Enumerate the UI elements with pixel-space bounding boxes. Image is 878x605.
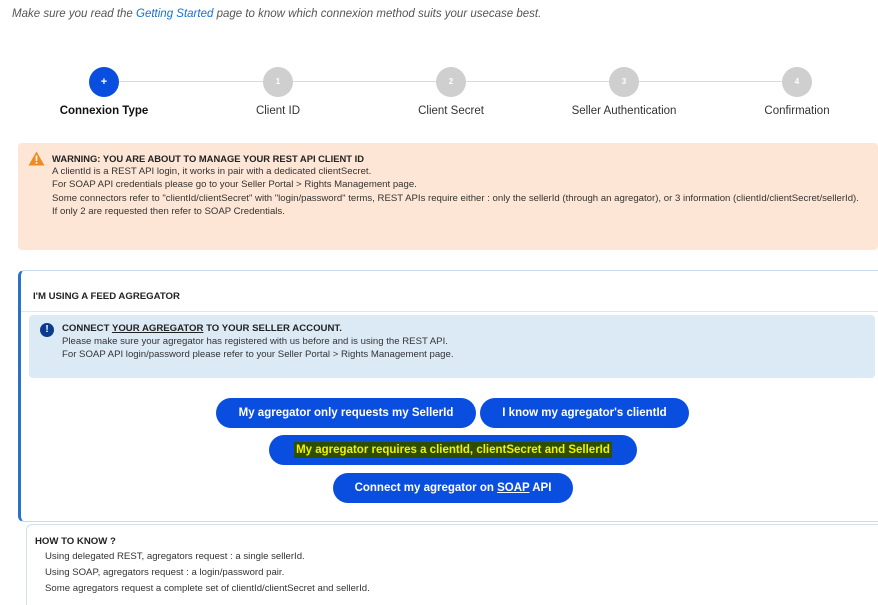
intro-text xyxy=(12,8,541,20)
intro-after: page to know which connexion method suits your usecase best. xyxy=(213,8,542,20)
step-label: Client ID xyxy=(255,105,301,117)
connexion-stepper xyxy=(0,62,878,122)
info-line: Please make sure your agregator has registered with us before and is using the REST API. xyxy=(62,336,448,348)
warning-line: If only 2 are requested then refer to SOAP Credentials. xyxy=(52,205,285,217)
warning-line: Some connectors refer to "clientId/clientSecret" with "login/password" terms, REST APIs require either : only the sellerId (through an agregator), or 3 information (clientId/clientSecret/sellerId). xyxy=(52,192,859,204)
soap-after: API xyxy=(529,482,552,494)
step-connexion-type[interactable] xyxy=(44,67,164,117)
requires-all-credentials-button[interactable] xyxy=(269,435,637,465)
step-label: Confirmation xyxy=(764,105,830,117)
warning-icon xyxy=(28,151,45,166)
warning-title: WARNING: YOU ARE ABOUT TO MANAGE YOUR REST API CLIENT ID xyxy=(52,153,364,164)
how-to-know-line: Some agregators request a complete set of clientId/clientSecret and sellerId. xyxy=(45,583,370,594)
connect-soap-button[interactable] xyxy=(333,473,573,503)
info-box xyxy=(29,315,875,378)
step-circle: 1 xyxy=(263,67,293,97)
info-icon: ! xyxy=(40,323,54,337)
seller-id-only-button[interactable]: My agregator only requests my SellerId xyxy=(216,398,476,428)
warning-line: A clientId is a REST API login, it works in pair with a dedicated clientSecret. xyxy=(52,166,372,178)
step-client-secret[interactable] xyxy=(391,67,511,117)
your-agregator-link[interactable]: YOUR AGREGATOR xyxy=(111,323,204,334)
how-to-know-title: HOW TO KNOW ? xyxy=(35,536,116,547)
step-label: Client Secret xyxy=(418,105,484,117)
panel-title: I'M USING A FEED AGREGATOR xyxy=(33,291,180,302)
how-to-know-line: Using SOAP, agregators request : a login/password pair. xyxy=(45,567,285,578)
info-title-after: TO YOUR SELLER ACCOUNT. xyxy=(203,323,342,334)
intro-before: Make sure you read the xyxy=(12,8,137,20)
how-to-know-line: Using delegated REST, agregators request : a single sellerId. xyxy=(45,551,305,562)
step-client-id[interactable] xyxy=(218,67,338,117)
step-circle: 3 xyxy=(609,67,639,97)
warning-box xyxy=(18,143,878,250)
know-client-id-button[interactable]: I know my agregator's clientId xyxy=(480,398,689,428)
step-label: Connexion Type xyxy=(59,105,149,117)
step-seller-authentication[interactable] xyxy=(564,67,684,117)
panel-divider xyxy=(21,311,878,312)
info-title xyxy=(62,322,865,335)
soap-before: Connect my agregator on xyxy=(354,482,498,494)
getting-started-link[interactable]: Getting Started xyxy=(136,8,214,20)
step-confirmation[interactable] xyxy=(737,67,857,117)
step-circle: + xyxy=(89,67,119,97)
info-line: For SOAP API login/password please refer to your Seller Portal > Rights Management page. xyxy=(62,349,454,361)
step-label: Seller Authentication xyxy=(571,105,677,117)
info-title-before: CONNECT xyxy=(62,323,112,334)
requires-all-label: My agregator requires a clientId, clientSecret and SellerId xyxy=(296,444,610,456)
agregator-panel xyxy=(18,270,878,522)
step-circle: 4 xyxy=(782,67,812,97)
step-circle: 2 xyxy=(436,67,466,97)
warning-line: For SOAP API credentials please go to your Seller Portal > Rights Management page. xyxy=(52,179,417,191)
how-to-know-section xyxy=(26,524,878,605)
soap-link: SOAP xyxy=(497,482,530,494)
